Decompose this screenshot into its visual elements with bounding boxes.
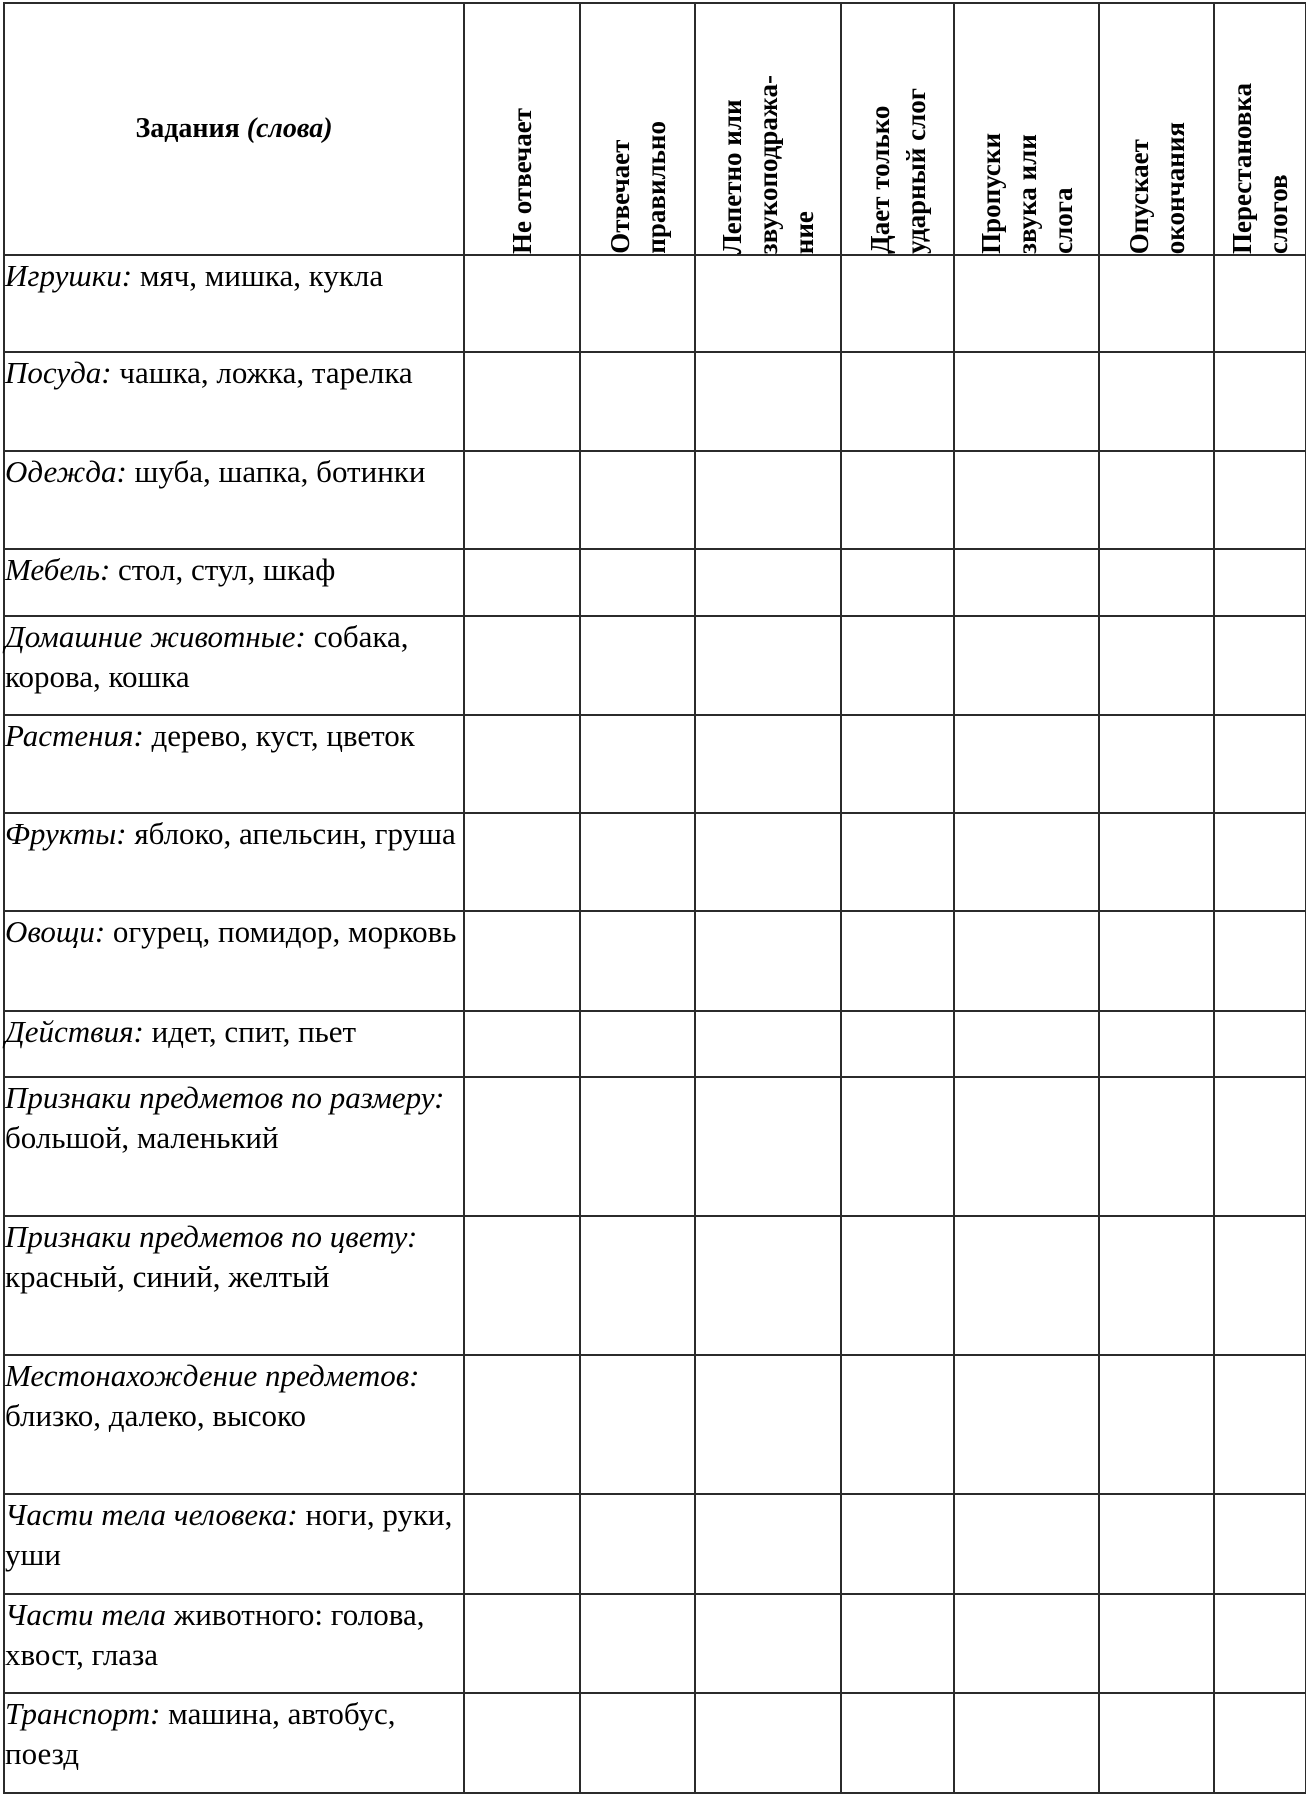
answer-cell	[954, 451, 1099, 549]
table-row	[4, 813, 1306, 911]
answer-cell	[1214, 813, 1306, 911]
task-category: Части тела	[5, 1597, 167, 1632]
answer-cell	[1214, 1011, 1306, 1077]
answer-cell	[464, 616, 580, 715]
answer-cell	[695, 911, 841, 1011]
table-row	[4, 911, 1306, 1011]
answer-cell	[954, 813, 1099, 911]
table-row	[4, 255, 1306, 352]
answer-cell	[580, 255, 695, 352]
answer-cell	[1099, 911, 1214, 1011]
answer-cell	[464, 549, 580, 616]
answer-cell	[695, 255, 841, 352]
task-category: Овощи:	[5, 914, 106, 949]
answer-cell	[1214, 255, 1306, 352]
task-category: Игрушки:	[5, 258, 133, 293]
task-words: мяч, мишка, кукла	[132, 258, 384, 293]
task-cell	[4, 1355, 464, 1494]
task-words: идет, спит, пьет	[143, 1014, 357, 1049]
column-header-label: Лепетно или звукоподража- ние	[717, 74, 819, 254]
table-row	[4, 1594, 1306, 1693]
answer-cell	[1099, 616, 1214, 715]
answer-cell	[841, 549, 954, 616]
answer-cell	[464, 1494, 580, 1594]
table-row	[4, 1011, 1306, 1077]
table-row	[4, 352, 1306, 451]
answer-cell	[841, 1594, 954, 1693]
header-row	[4, 3, 1306, 255]
assessment-table	[3, 2, 1306, 1794]
answer-cell	[1214, 1693, 1306, 1793]
answer-cell	[1099, 1693, 1214, 1793]
column-header-label: Опускает окончания	[1123, 121, 1190, 254]
column-header-no-answer	[464, 3, 580, 255]
answer-cell	[1099, 1494, 1214, 1594]
answer-cell	[1214, 911, 1306, 1011]
table-row	[4, 549, 1306, 616]
task-header-title: Задания	[135, 113, 240, 144]
answer-cell	[695, 549, 841, 616]
answer-cell	[1099, 1355, 1214, 1494]
task-cell	[4, 715, 464, 813]
column-header-transposition	[1214, 3, 1306, 255]
answer-cell	[464, 352, 580, 451]
answer-cell	[580, 1693, 695, 1793]
answer-cell	[695, 1693, 841, 1793]
answer-cell	[954, 715, 1099, 813]
task-cell	[4, 1594, 464, 1693]
task-category: Мебель:	[5, 552, 111, 587]
answer-cell	[841, 1693, 954, 1793]
answer-cell	[580, 1594, 695, 1693]
table-row	[4, 1077, 1306, 1216]
task-cell	[4, 1693, 464, 1793]
table-row	[4, 1216, 1306, 1355]
answer-cell	[954, 1693, 1099, 1793]
task-words: дерево, куст, цветок	[143, 718, 415, 753]
task-words: собака, корова, кошка	[5, 619, 409, 694]
answer-cell	[841, 1077, 954, 1216]
answer-cell	[841, 1216, 954, 1355]
task-words: большой, маленький	[5, 1120, 279, 1155]
answer-cell	[1099, 1077, 1214, 1216]
task-words: шуба, шапка, ботинки	[126, 454, 426, 489]
task-cell	[4, 352, 464, 451]
answer-cell	[695, 451, 841, 549]
task-words: стол, стул, шкаф	[110, 552, 336, 587]
task-words: животного: голова, хвост, глаза	[5, 1597, 425, 1672]
answer-cell	[954, 616, 1099, 715]
answer-cell	[464, 813, 580, 911]
task-words: чашка, ложка, тарелка	[111, 355, 413, 390]
answer-cell	[954, 255, 1099, 352]
task-header-subtitle: (слова)	[246, 113, 333, 144]
answer-cell	[695, 352, 841, 451]
task-category: Части тела человека:	[5, 1497, 298, 1532]
answer-cell	[464, 1011, 580, 1077]
answer-cell	[580, 813, 695, 911]
answer-cell	[954, 911, 1099, 1011]
answer-cell	[464, 1594, 580, 1693]
task-words: ноги, руки, уши	[5, 1497, 453, 1572]
answer-cell	[695, 1216, 841, 1355]
task-cell	[4, 255, 464, 352]
answer-cell	[580, 1011, 695, 1077]
answer-cell	[841, 1011, 954, 1077]
answer-cell	[580, 616, 695, 715]
task-category: Домашние животные:	[5, 619, 306, 654]
answer-cell	[1214, 1594, 1306, 1693]
column-header-endings	[1099, 3, 1214, 255]
table-row	[4, 1494, 1306, 1594]
task-cell	[4, 1494, 464, 1594]
answer-cell	[1214, 549, 1306, 616]
answer-cell	[1214, 1355, 1306, 1494]
answer-cell	[464, 255, 580, 352]
task-words: машина, автобус, поезд	[5, 1696, 396, 1771]
answer-cell	[695, 1494, 841, 1594]
answer-cell	[841, 1355, 954, 1494]
task-words: близко, далеко, высоко	[5, 1398, 307, 1433]
answer-cell	[1214, 451, 1306, 549]
answer-cell	[1099, 813, 1214, 911]
answer-cell	[464, 1355, 580, 1494]
answer-cell	[1099, 1594, 1214, 1693]
column-header-label: Не отвечает	[507, 107, 537, 254]
answer-cell	[1099, 352, 1214, 451]
answer-cell	[695, 813, 841, 911]
answer-cell	[954, 352, 1099, 451]
answer-cell	[580, 1077, 695, 1216]
answer-cell	[841, 255, 954, 352]
task-category: Признаки предметов по цвету:	[5, 1219, 418, 1254]
answer-cell	[464, 1077, 580, 1216]
task-column-header	[4, 3, 464, 255]
task-category: Растения:	[5, 718, 144, 753]
answer-cell	[1099, 1216, 1214, 1355]
answer-cell	[954, 1216, 1099, 1355]
answer-cell	[464, 451, 580, 549]
task-cell	[4, 911, 464, 1011]
answer-cell	[1099, 1011, 1214, 1077]
answer-cell	[580, 715, 695, 813]
answer-cell	[695, 1077, 841, 1216]
column-header-stressed-syllable	[841, 3, 954, 255]
answer-cell	[1099, 451, 1214, 549]
answer-cell	[695, 1594, 841, 1693]
task-words: яблоко, апельсин, груша	[126, 816, 456, 851]
answer-cell	[464, 911, 580, 1011]
task-category: Посуда:	[5, 355, 112, 390]
task-category: Транспорт:	[5, 1696, 161, 1731]
answer-cell	[580, 1355, 695, 1494]
column-header-label: Перестановка слогов	[1227, 82, 1293, 254]
column-header-label: Дает только ударный слог	[864, 88, 931, 254]
answer-cell	[1214, 1216, 1306, 1355]
task-cell	[4, 616, 464, 715]
task-words: красный, синий, желтый	[5, 1259, 330, 1294]
table-row	[4, 715, 1306, 813]
answer-cell	[1099, 715, 1214, 813]
answer-cell	[954, 549, 1099, 616]
task-category: Действия:	[5, 1014, 144, 1049]
answer-cell	[954, 1011, 1099, 1077]
task-category: Фрукты:	[5, 816, 127, 851]
table-row	[4, 616, 1306, 715]
answer-cell	[954, 1355, 1099, 1494]
task-category: Одежда:	[5, 454, 127, 489]
column-header-omissions	[954, 3, 1099, 255]
answer-cell	[580, 911, 695, 1011]
answer-cell	[464, 715, 580, 813]
answer-cell	[841, 451, 954, 549]
task-cell	[4, 549, 464, 616]
answer-cell	[464, 1216, 580, 1355]
task-cell	[4, 813, 464, 911]
answer-cell	[580, 549, 695, 616]
task-category: Местонахождение предметов:	[5, 1358, 420, 1393]
answer-cell	[841, 352, 954, 451]
answer-cell	[695, 1355, 841, 1494]
answer-cell	[954, 1494, 1099, 1594]
answer-cell	[841, 911, 954, 1011]
answer-cell	[1214, 715, 1306, 813]
table-row	[4, 1355, 1306, 1494]
answer-cell	[841, 813, 954, 911]
answer-cell	[841, 616, 954, 715]
answer-cell	[1099, 549, 1214, 616]
column-header-label: Отвечает правильно	[604, 121, 671, 254]
answer-cell	[580, 352, 695, 451]
answer-cell	[1214, 1494, 1306, 1594]
answer-cell	[1214, 1077, 1306, 1216]
column-header-correct	[580, 3, 695, 255]
answer-cell	[580, 1216, 695, 1355]
answer-cell	[464, 1693, 580, 1793]
answer-cell	[1214, 352, 1306, 451]
answer-cell	[695, 715, 841, 813]
task-cell	[4, 1011, 464, 1077]
answer-cell	[954, 1594, 1099, 1693]
column-header-label: Пропуски звука или слога	[975, 133, 1078, 254]
task-words: огурец, помидор, морковь	[105, 914, 457, 949]
task-cell	[4, 1077, 464, 1216]
table-row	[4, 1693, 1306, 1793]
answer-cell	[695, 1011, 841, 1077]
answer-cell	[695, 616, 841, 715]
task-cell	[4, 451, 464, 549]
task-cell	[4, 1216, 464, 1355]
answer-cell	[1099, 255, 1214, 352]
answer-cell	[841, 715, 954, 813]
column-header-babble	[695, 3, 841, 255]
table-body	[4, 255, 1306, 1793]
answer-cell	[580, 451, 695, 549]
task-category: Признаки предметов по размеру:	[5, 1080, 445, 1115]
answer-cell	[580, 1494, 695, 1594]
answer-cell	[841, 1494, 954, 1594]
answer-cell	[1214, 616, 1306, 715]
table-row	[4, 451, 1306, 549]
answer-cell	[954, 1077, 1099, 1216]
